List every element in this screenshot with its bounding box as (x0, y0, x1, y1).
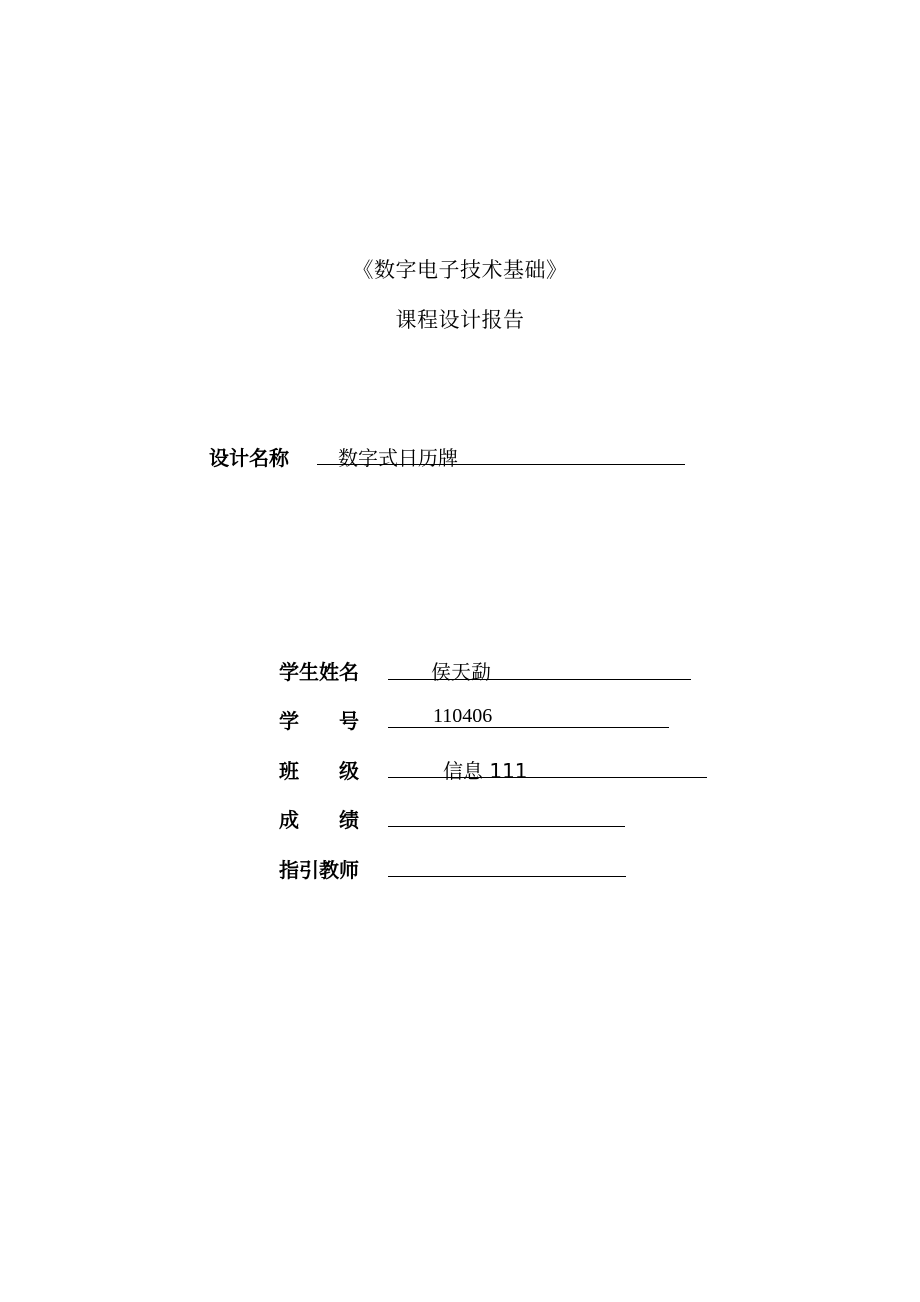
teacher-label: 指引教师 (279, 858, 359, 882)
class-underline (388, 777, 707, 778)
report-title: 课程设计报告 (395, 308, 525, 332)
class-label: 班 级 (279, 759, 359, 783)
design-name-label: 设计名称 (209, 446, 289, 470)
design-name-value: 数字式日历牌 (338, 446, 458, 470)
grade-label: 成 绩 (279, 808, 359, 832)
class-value: 信息 111 (443, 759, 528, 783)
teacher-underline (388, 876, 626, 877)
course-title: 《数字电子技术基础》 (352, 258, 568, 282)
student-id-label: 学 号 (279, 709, 359, 733)
student-name-label: 学生姓名 (279, 660, 359, 684)
student-name-value: 侯天勐 (431, 660, 491, 684)
grade-underline (388, 826, 625, 827)
student-id-value: 110406 (433, 705, 493, 727)
student-id-underline (388, 727, 669, 728)
